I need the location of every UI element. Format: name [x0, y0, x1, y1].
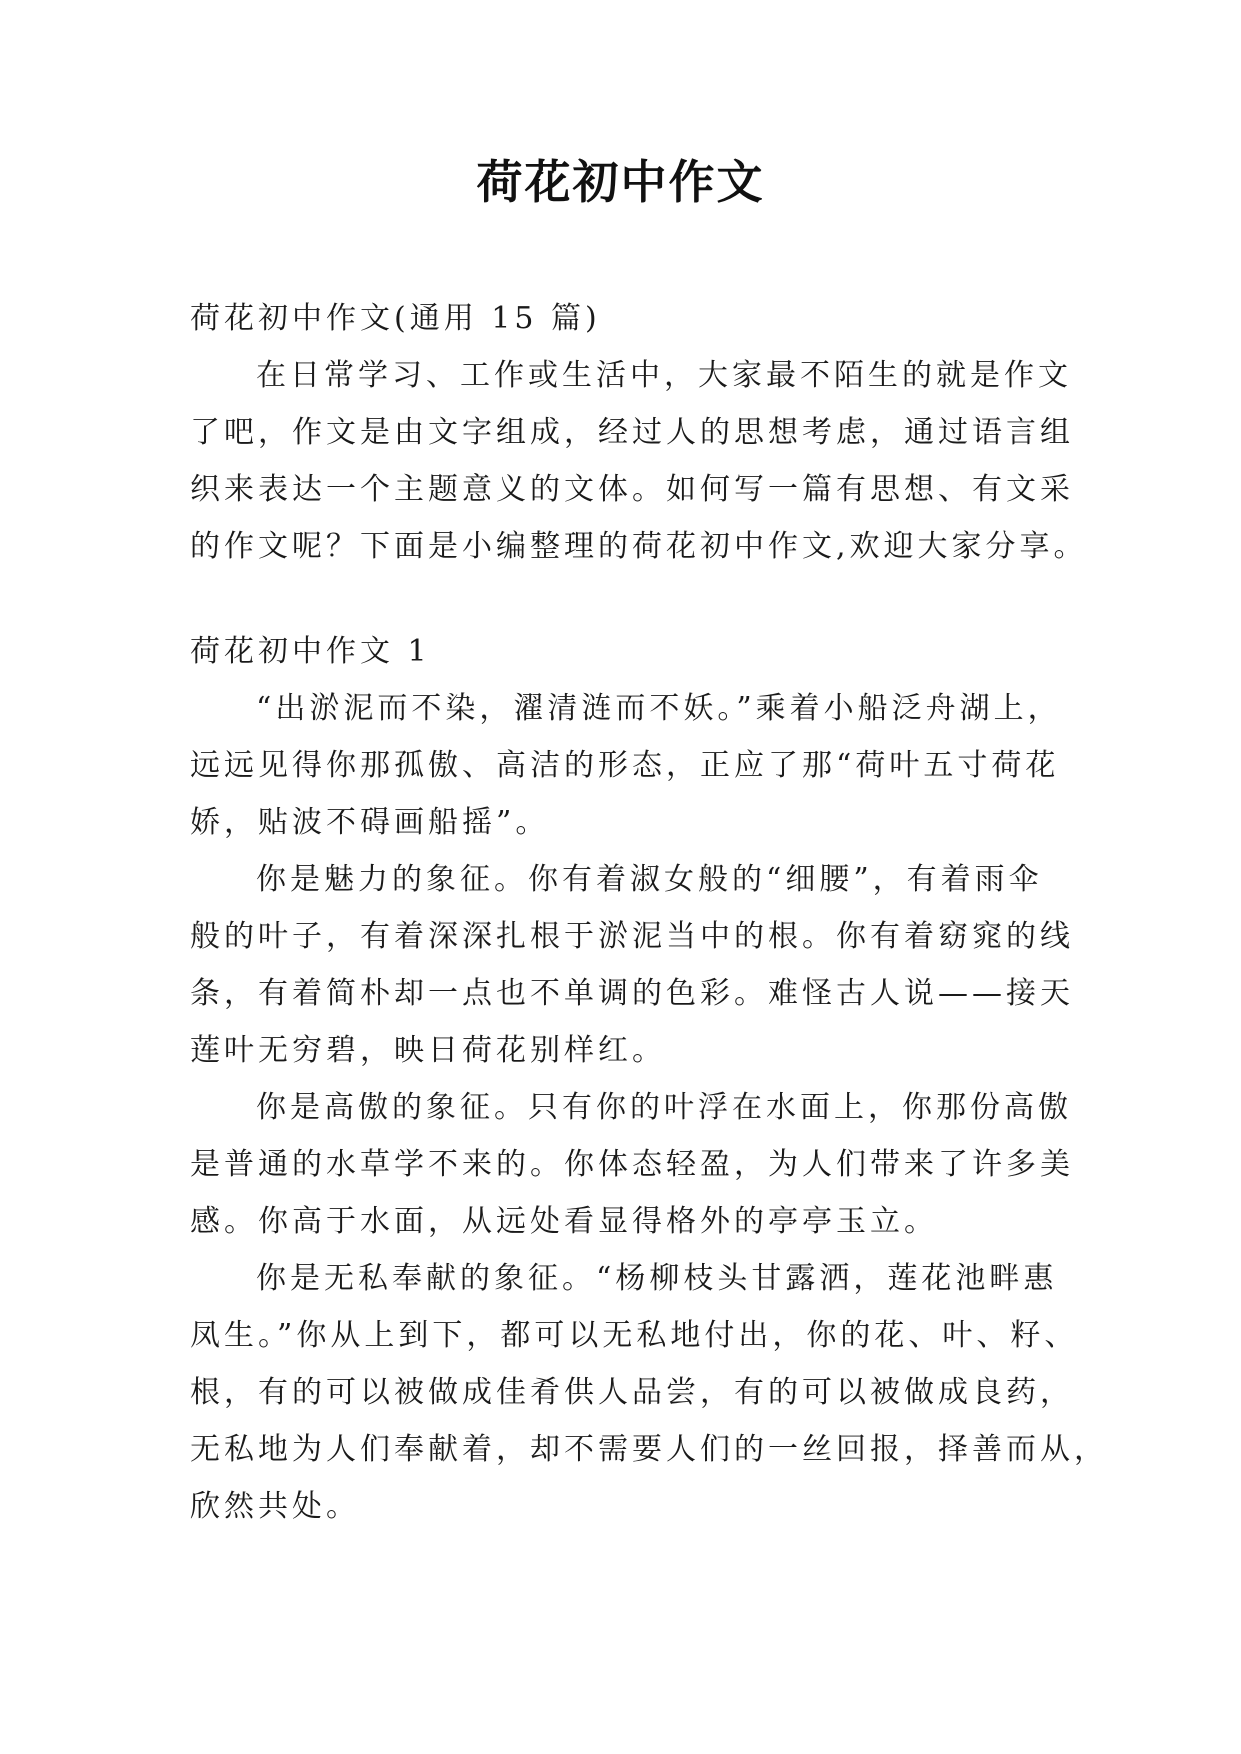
text-line: 娇，贴波不碍画船摇”。 [190, 805, 550, 840]
text-line: 欣然共处。 [190, 1489, 360, 1524]
section-heading: 荷花初中作文 1 [190, 634, 431, 669]
paragraph-1 [190, 680, 1062, 851]
text-line: 是普通的水草学不来的。你体态轻盈，为人们带来了许多美 [190, 1147, 1074, 1182]
paragraph-3 [190, 1079, 1074, 1250]
document-subtitle: 荷花初中作文(通用 15 篇) [190, 301, 601, 336]
intro-paragraph [190, 347, 1088, 575]
paragraph-4 [190, 1250, 1108, 1535]
text-line: 凤生。”你从上到下，都可以无私地付出，你的花、叶、籽、 [190, 1318, 1079, 1353]
text-line: “出淤泥而不染，濯清涟而不妖。”乘着小船泛舟湖上， [256, 691, 1062, 726]
text-line: 感。你高于水面，从远处看显得格外的亭亭玉立。 [190, 1204, 938, 1239]
text-line: 了吧，作文是由文字组成，经过人的思想考虑，通过语言组 [190, 415, 1074, 450]
document-title: 荷花初中作文 [476, 155, 765, 209]
text-line: 在日常学习、工作或生活中，大家最不陌生的就是作文 [256, 358, 1072, 393]
text-line: 你是魅力的象征。你有着淑女般的“细腰”，有着雨伞 [256, 862, 1043, 897]
text-line: 条，有着简朴却一点也不单调的色彩。难怪古人说——接天 [190, 976, 1074, 1011]
text-line: 远远见得你那孤傲、高洁的形态，正应了那“荷叶五寸荷花 [190, 748, 1060, 783]
text-line: 根，有的可以被做成佳肴供人品尝，有的可以被做成良药， [190, 1375, 1074, 1410]
text-line: 般的叶子，有着深深扎根于淤泥当中的根。你有着窈窕的线 [190, 919, 1074, 954]
document-body [190, 290, 1108, 1535]
text-line: 你是高傲的象征。只有你的叶浮在水面上，你那份高傲 [256, 1090, 1072, 1125]
text-line: 的作文呢？下面是小编整理的荷花初中作文,欢迎大家分享。 [190, 529, 1088, 564]
paragraph-2 [190, 851, 1074, 1079]
text-line: 织来表达一个主题意义的文体。如何写一篇有思想、有文采 [190, 472, 1074, 507]
text-line: 莲叶无穷碧，映日荷花别样红。 [190, 1033, 666, 1068]
section-spacer [190, 575, 1062, 623]
text-line: 无私地为人们奉献着，却不需要人们的一丝回报，择善而从， [190, 1432, 1108, 1467]
text-line: 你是无私奉献的象征。“杨柳枝头甘露洒，莲花池畔惠 [256, 1261, 1058, 1296]
